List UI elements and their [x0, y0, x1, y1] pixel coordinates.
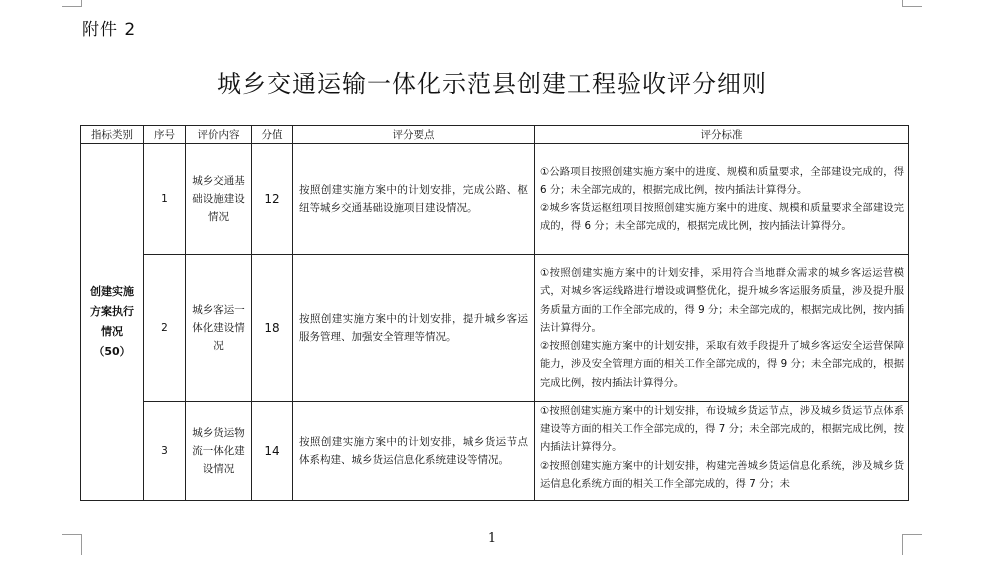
- standard-item-2: ②按照创建实施方案中的计划安排，采取有效手段提升了城乡客运安全运营保障能力，涉及安全管理方面的相关工作全部完成的，得 9 分；未全部完成的，根据完成比例，按内插法计算得分。: [540, 340, 904, 389]
- category-label: 创建实施方案执行情况（50）: [90, 285, 134, 358]
- header-standard: 评分标准: [535, 126, 909, 144]
- standard-item-2: ②按照创建实施方案中的计划安排，构建完善城乡货运信息化系统，涉及城乡货运信息化系统方面的相关工作全部完成的，得 7 分；未: [540, 459, 904, 490]
- row-standard: [535, 144, 909, 255]
- header-category: 指标类别: [81, 126, 144, 144]
- row-requirement: 按照创建实施方案中的计划安排，完成公路、枢纽等城乡交通基础设施项目建设情况。: [293, 144, 535, 255]
- row-requirement: 按照创建实施方案中的计划安排，提升城乡客运服务管理、加强安全管理等情况。: [293, 255, 535, 402]
- row-content: 城乡货运物流一体化建设情况: [186, 402, 252, 501]
- row-points: 12: [252, 144, 293, 255]
- standard-item-1: ①按照创建实施方案中的计划安排，布设城乡货运节点，涉及城乡货运节点体系建设等方面的相关工作全部完成的，得 7 分；未全部完成的，根据完成比例，按内插法计算得分。: [540, 405, 904, 454]
- scoring-table: [80, 125, 909, 501]
- header-points: 分值: [252, 126, 293, 144]
- header-content: 评价内容: [186, 126, 252, 144]
- standard-item-2: ②城乡客货运枢纽项目按照创建实施方案中的进度、规模和质量要求全部建设完成的，得 6 分；未全部完成的，根据完成比例，按内插法计算得分。: [540, 202, 904, 233]
- table-row: [81, 144, 909, 255]
- page-number: 1: [487, 531, 497, 546]
- row-points: 18: [252, 255, 293, 402]
- table-row: [81, 255, 909, 402]
- row-number: 2: [144, 255, 186, 402]
- row-number: 1: [144, 144, 186, 255]
- row-points: 14: [252, 402, 293, 501]
- standard-item-1: ①公路项目按照创建实施方案中的进度、规模和质量要求，全部建设完成的，得 6 分；未全部完成的，根据完成比例，按内插法计算得分。: [540, 165, 904, 196]
- row-standard: [535, 402, 909, 501]
- row-requirement: 按照创建实施方案中的计划安排，城乡货运节点体系构建、城乡货运信息化系统建设等情况。: [293, 402, 535, 501]
- standard-clip: [540, 402, 904, 500]
- crop-mark-top-right: [902, 0, 922, 7]
- row-standard: [535, 255, 909, 402]
- header-requirement: 评分要点: [293, 126, 535, 144]
- row-content: 城乡交通基础设施建设情况: [186, 144, 252, 255]
- crop-mark-top-left: [62, 0, 82, 7]
- standard-item-1: ①按照创建实施方案中的计划安排，采用符合当地群众需求的城乡客运运营模式，对城乡客运线路进行增设或调整优化，提升城乡客运服务质量，涉及提升服务质量方面的工作全部完成的，得 9 分；未全部完成的，根据完成比例，按内插法计算得分。: [540, 267, 904, 334]
- table-header-row: [81, 126, 909, 144]
- table-row: [81, 402, 909, 501]
- document-title: 城乡交通运输一体化示范县创建工程验收评分细则: [217, 70, 767, 98]
- category-cell: [81, 144, 144, 501]
- header-number: 序号: [144, 126, 186, 144]
- attachment-label: 附件 2: [82, 20, 137, 40]
- row-content: 城乡客运一体化建设情况: [186, 255, 252, 402]
- row-number: 3: [144, 402, 186, 501]
